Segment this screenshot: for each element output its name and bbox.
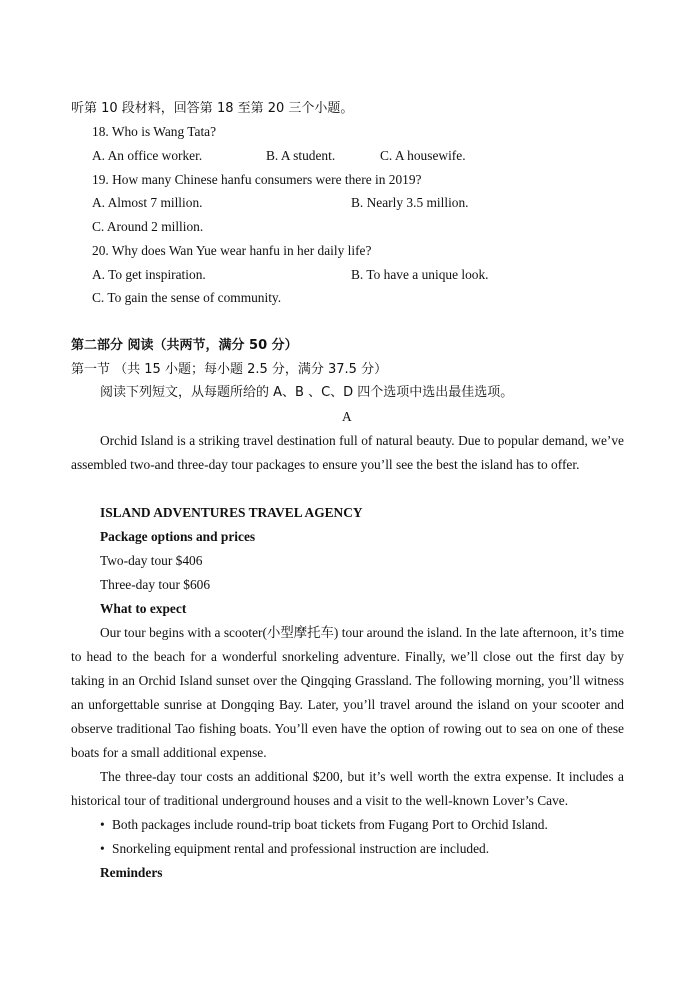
bullet-icon: • [100, 841, 105, 856]
question-20: 20. Why does Wan Yue wear hanfu in her daily life? [92, 243, 372, 258]
q18-option-c: C. A housewife. [380, 148, 466, 163]
listening-intro: 听第 10 段材料，回答第 18 至第 20 三个小题。 [71, 101, 354, 116]
q20-option-b: B. To have a unique look. [351, 267, 489, 282]
reading-instruction: 阅读下列短文，从每题所给的 A、B 、C、D 四个选项中选出最佳选项。 [100, 385, 514, 400]
bullet-text-2: Snorkeling equipment rental and professional instruction are included. [112, 841, 490, 856]
package-three-day: Three-day tour $606 [100, 577, 211, 592]
q19-option-c: C. Around 2 million. [92, 219, 204, 234]
q20-option-c: C. To gain the sense of community. [92, 290, 282, 305]
q18-option-b: B. A student. [266, 148, 336, 163]
bullet-icon: • [100, 817, 105, 832]
expect-paragraph: Our tour begins with a scooter(小型摩托车) tour around the island. In the late afternoon, it’s time to head to the beach for a wonderful snorkeling adventure. Finally, we’ll close out the first day by taking in an Orchid Island sunset over the Qingqing Grassland. The following morning, you’ll witness an unforgettable sunrise at Dongqing Bay. Later, you’ll travel around the island on your scooter and observe traditional Tao fishing boats. You’ll even have the option of rowing out to sea on one of these boats for a small additional expense. [71, 625, 624, 760]
reading-section-title: 第一节 （共 15 小题；每小题 2.5 分，满分 37.5 分） [71, 362, 388, 377]
packages-heading: Package options and prices [100, 529, 256, 544]
agency-name: ISLAND ADVENTURES TRAVEL AGENCY [100, 505, 363, 520]
q19-option-b: B. Nearly 3.5 million. [351, 195, 469, 210]
q19-option-a: A. Almost 7 million. [92, 195, 203, 210]
question-19: 19. How many Chinese hanfu consumers were there in 2019? [92, 172, 422, 187]
reminders-heading: Reminders [100, 865, 163, 880]
passage-label: A [342, 409, 352, 424]
bullet-item-1 [100, 817, 548, 833]
expect-heading: What to expect [100, 601, 187, 616]
bullet-item-2 [100, 841, 489, 857]
intro-paragraph: Orchid Island is a striking travel destination full of natural beauty. Due to popular demand, we’ve assembled two-and three-day tour packages to ensure you’ll see the best the island has to offer. [71, 433, 624, 472]
reading-part-title: 第二部分 阅读（共两节，满分 50 分） [71, 338, 298, 353]
three-day-paragraph: The three-day tour costs an additional $200, but it’s well worth the extra expense. It includes a historical tour of traditional underground houses and a visit to the well-known Lover’s Cave. [71, 769, 624, 808]
bullet-text-1: Both packages include round-trip boat tickets from Fugang Port to Orchid Island. [112, 817, 548, 832]
question-18: 18. Who is Wang Tata? [92, 124, 217, 139]
q18-option-a: A. An office worker. [92, 148, 203, 163]
package-two-day: Two-day tour $406 [100, 553, 203, 568]
q20-option-a: A. To get inspiration. [92, 267, 206, 282]
